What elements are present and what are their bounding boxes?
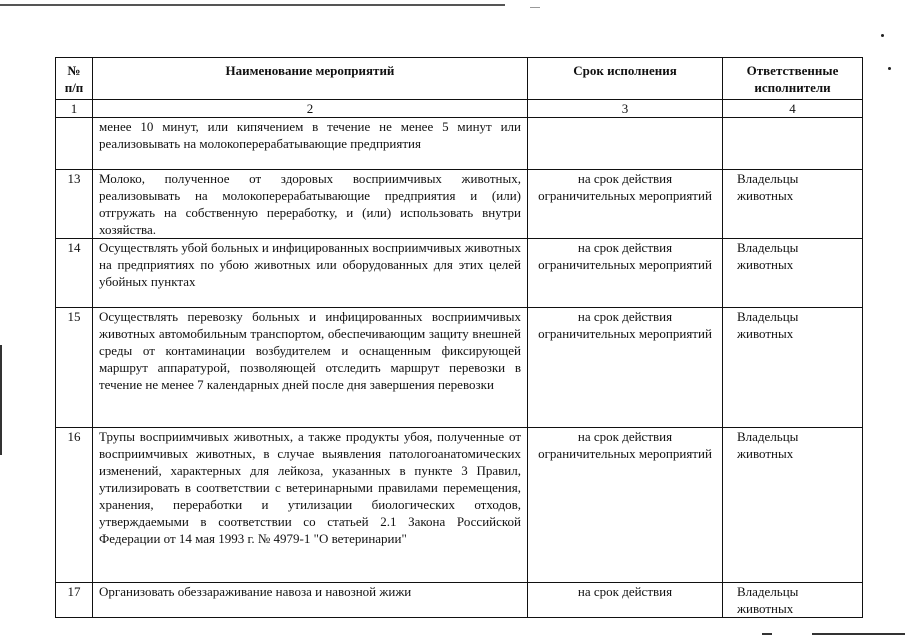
table-row xyxy=(56,239,863,308)
row-name: Молоко, полученное от здоровых восприимчивых животных, реализовывать на молокоперерабатывающие предприятия и (или) отгружать на собственную переработку, и (или) использовать внутри хозяйства. xyxy=(93,170,528,239)
row-name: Осуществлять перевозку больных и инфицированных восприимчивых животных автомобильным транспортом, обеспечивающим защиту внешней среды от контаминации возбудителем и оснащенным фиксирующей маршрут аппаратурой, позволяющей отследить маршрут перевозки в течение не менее 7 календарных дней после дня завершения перевозки xyxy=(93,308,528,428)
scan-artifact-line xyxy=(0,4,505,6)
row-num: 16 xyxy=(56,428,93,583)
column-number: 2 xyxy=(93,100,528,118)
row-responsible: Владельцы животных xyxy=(723,308,863,428)
scan-artifact-dot xyxy=(881,34,884,37)
table-row xyxy=(56,428,863,583)
row-name: Трупы восприимчивых животных, а также продукты убоя, полученные от восприимчивых животных, в случае выявления патологоанатомических изменений, характерных для лейкоза, указанных в пункте 3 Правил, утилизировать в соответствии с ветеринарными правилами перемещения, хранения, переработки и утилизации биологических отходов, утверждаемыми в соответствии со статьей 2.1 Закона Российской Федерации от 14 мая 1993 г. № 4979-1 "О ветеринарии" xyxy=(93,428,528,583)
row-num: 13 xyxy=(56,170,93,239)
row-name: менее 10 минут, или кипячением в течение не менее 5 минут или реализовывать на молокоперерабатывающие предприятия xyxy=(93,118,528,170)
column-number: 1 xyxy=(56,100,93,118)
scan-artifact-mark xyxy=(530,7,540,8)
table-row xyxy=(56,308,863,428)
column-number: 3 xyxy=(528,100,723,118)
row-num: 14 xyxy=(56,239,93,308)
row-responsible: Владельцы животных xyxy=(723,239,863,308)
row-term xyxy=(528,118,723,170)
column-numbers-row xyxy=(56,100,863,118)
table-header-row xyxy=(56,58,863,100)
scan-artifact-line xyxy=(812,633,905,635)
row-term: на срок действия ограничительных мероприятий xyxy=(528,239,723,308)
table-row xyxy=(56,583,863,618)
table-row xyxy=(56,170,863,239)
row-name: Организовать обеззараживание навоза и навозной жижи xyxy=(93,583,528,618)
row-term: на срок действия ограничительных мероприятий xyxy=(528,170,723,239)
scan-artifact-edge xyxy=(0,345,2,455)
row-responsible: Владельцы животных xyxy=(723,428,863,583)
column-number: 4 xyxy=(723,100,863,118)
row-responsible: Владельцы животных xyxy=(723,170,863,239)
row-responsible xyxy=(723,118,863,170)
header-responsible: Ответственные исполнители xyxy=(723,58,863,100)
row-name: Осуществлять убой больных и инфицированных восприимчивых животных на предприятиях по убою животных или оборудованных для этих целей убойных пунктах xyxy=(93,239,528,308)
header-name: Наименование мероприятий xyxy=(93,58,528,100)
row-term: на срок действия xyxy=(528,583,723,618)
row-responsible: Владельцы животных xyxy=(723,583,863,618)
scan-artifact-mark xyxy=(762,633,772,635)
row-term: на срок действия ограничительных мероприятий xyxy=(528,308,723,428)
scan-artifact-dot xyxy=(888,67,891,70)
header-term: Срок исполнения xyxy=(528,58,723,100)
row-num: 15 xyxy=(56,308,93,428)
header-num: № п/п xyxy=(56,58,93,100)
row-num: 17 xyxy=(56,583,93,618)
row-num xyxy=(56,118,93,170)
row-term: на срок действия ограничительных мероприятий xyxy=(528,428,723,583)
table-row xyxy=(56,118,863,170)
measures-table xyxy=(55,57,863,618)
